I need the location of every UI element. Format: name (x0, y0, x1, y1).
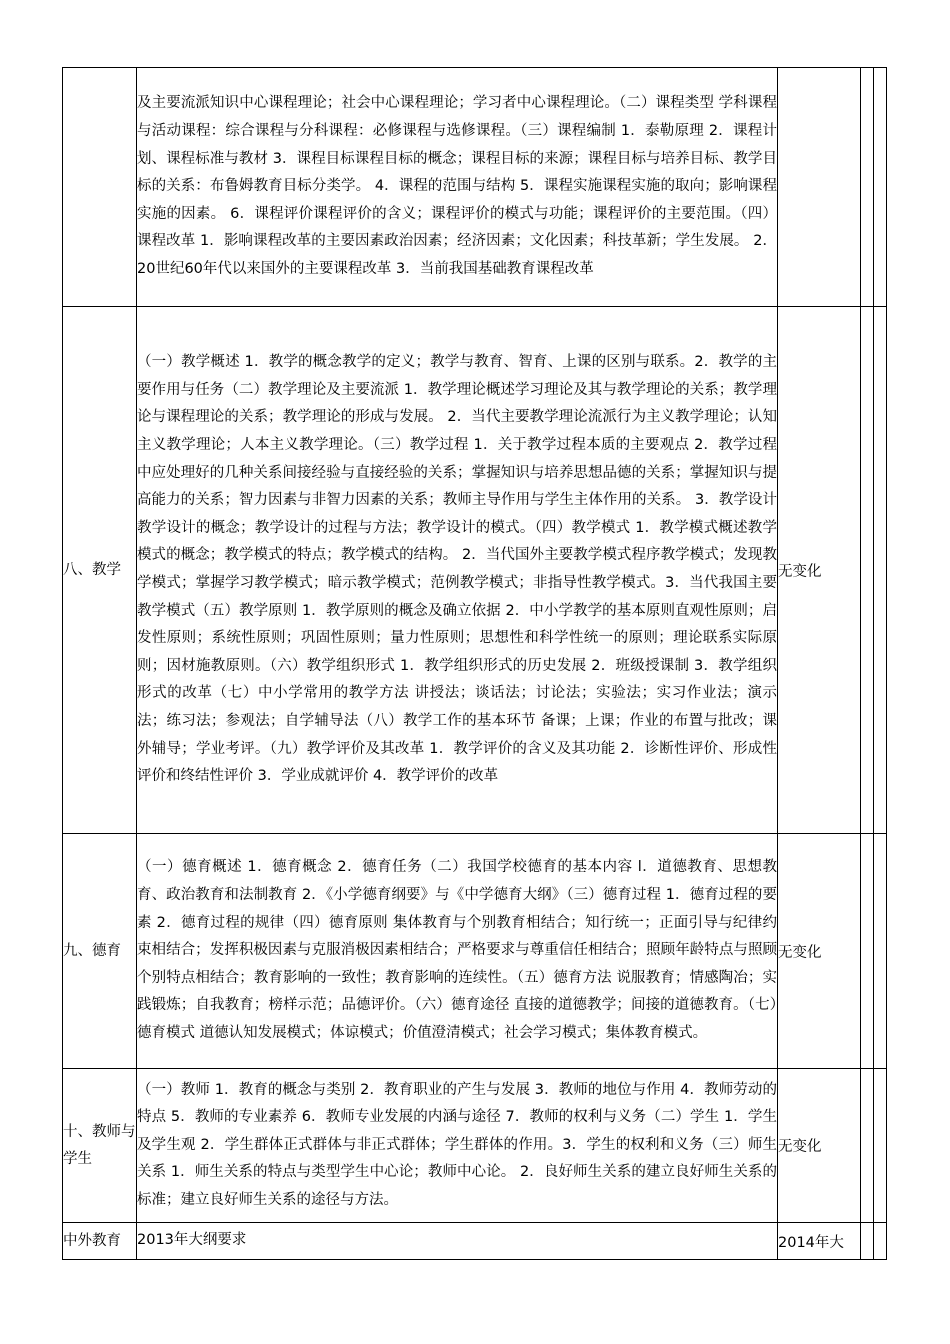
topic-cell: 中外教育 (63, 1223, 137, 1260)
table-row (63, 1069, 887, 1223)
change-cell: 无变化 (778, 307, 861, 834)
content-cell: 2013年大纲要求 (137, 1223, 778, 1260)
change-cell: 无变化 (778, 1069, 861, 1223)
content-cell: （一）教师 1．教育的概念与类别 2．教育职业的产生与发展 3．教师的地位与作用 4．教师劳动的特点 5．教师的专业素养 6．教师专业发展的内涵与途径 7．教师的权利与义务（二）学生 1．学生及学生观 2．学生群体正式群体与非正式群体；学生群体的作用。3．学生的权利和义务（三）师生关系 1．师生关系的特点与类型学生中心论；教师中心论。 2．良好师生关系的建立良好师生关系的标准；建立良好师生关系的途径与方法。 (137, 1069, 778, 1223)
topic-cell (63, 68, 137, 307)
empty-cell (874, 307, 887, 834)
empty-cell (861, 307, 874, 834)
empty-cell (861, 68, 874, 307)
syllabus-table (62, 67, 887, 1260)
change-cell: 无变化 (778, 834, 861, 1069)
table-row (63, 834, 887, 1069)
table-row (63, 68, 887, 307)
empty-cell (874, 68, 887, 307)
topic-cell: 十、教师与学生 (63, 1069, 137, 1223)
empty-cell (861, 1223, 874, 1260)
topic-cell: 八、教学 (63, 307, 137, 834)
change-cell: 2014年大 (778, 1223, 861, 1260)
table-row (63, 307, 887, 834)
content-cell: （一）德育概述 1．德育概念 2．德育任务（二）我国学校德育的基本内容 l．道德教育、思想教育、政治教育和法制教育 2．《小学德育纲要》与《中学德育大纲》（三）德育过程 1．德育过程的要素 2．德育过程的规律（四）德育原则 集体教育与个别教育相结合；知行统一；正面引导与纪律约束相结合；发挥积极因素与克服消极因素相结合；严格要求与尊重信任相结合；照顾年龄特点与照顾个别特点相结合；教育影响的一致性；教育影响的连续性。（五）德育方法 说服教育；情感陶冶；实践锻炼；自我教育；榜样示范；品德评价。（六）德育途径 直接的道德教学；间接的道德教育。（七）德育模式 道德认知发展模式；体谅模式；价值澄清模式；社会学习模式；集体教育模式。 (137, 834, 778, 1069)
empty-cell (874, 1223, 887, 1260)
empty-cell (874, 834, 887, 1069)
content-cell: （一）教学概述 1．教学的概念教学的定义；教学与教育、智育、上课的区别与联系。2．教学的主要作用与任务（二）教学理论及主要流派 1．教学理论概述学习理论及其与教学理论的关系；教学理论与课程理论的关系；教学理论的形成与发展。 2．当代主要教学理论流派行为主义教学理论；认知主义教学理论；人本主义教学理论。（三）教学过程 1．关于教学过程本质的主要观点 2．教学过程中应处理好的几种关系间接经验与直接经验的关系；掌握知识与培养思想品德的关系；掌握知识与提高能力的关系；智力因素与非智力因素的关系；教师主导作用与学生主体作用的关系。 3．教学设计教学设计的概念；教学设计的过程与方法；教学设计的模式。（四）教学模式 1．教学模式概述教学模式的概念；教学模式的特点；教学模式的结构。 2．当代国外主要教学模式程序教学模式；发现教学模式；掌握学习教学模式；暗示教学模式；范例教学模式；非指导性教学模式。3．当代我国主要教学模式（五）教学原则 1．教学原则的概念及确立依据 2．中小学教学的基本原则直观性原则；启发性原则；系统性原则；巩固性原则；量力性原则；思想性和科学性统一的原则；理论联系实际原则；因材施教原则。（六）教学组织形式 1．教学组织形式的历史发展 2．班级授课制 3．教学组织形式的改革（七）中小学常用的教学方法 讲授法；谈话法；讨论法；实验法；实习作业法；演示法；练习法；参观法；自学辅导法（八）教学工作的基本环节 备课；上课；作业的布置与批改；课外辅导；学业考评。（九）教学评价及其改革 1．教学评价的含义及其功能 2．诊断性评价、形成性评价和终结性评价 3．学业成就评价 4．教学评价的改革 (137, 307, 778, 834)
table-row (63, 1223, 887, 1260)
content-cell: 及主要流派知识中心课程理论；社会中心课程理论；学习者中心课程理论。（二）课程类型 学科课程与活动课程：综合课程与分科课程：必修课程与选修课程。（三）课程编制 1．泰勒原理 2．课程计划、课程标准与教材 3．课程目标课程目标的概念；课程目标的来源；课程目标与培养目标、教学目标的关系：布鲁姆教育目标分类学。 4．课程的范围与结构 5．课程实施课程实施的取向；影响课程实施的因素。 6．课程评价课程评价的含义；课程评价的模式与功能；课程评价的主要范围。（四）课程改革 1．影响课程改革的主要因素政治因素；经济因素；文化因素；科技革新；学生发展。 2．20世纪60年代以来国外的主要课程改革 3．当前我国基础教育课程改革 (137, 68, 778, 307)
empty-cell (861, 1069, 874, 1223)
empty-cell (861, 834, 874, 1069)
change-cell (778, 68, 861, 307)
topic-cell: 九、德育 (63, 834, 137, 1069)
empty-cell (874, 1069, 887, 1223)
